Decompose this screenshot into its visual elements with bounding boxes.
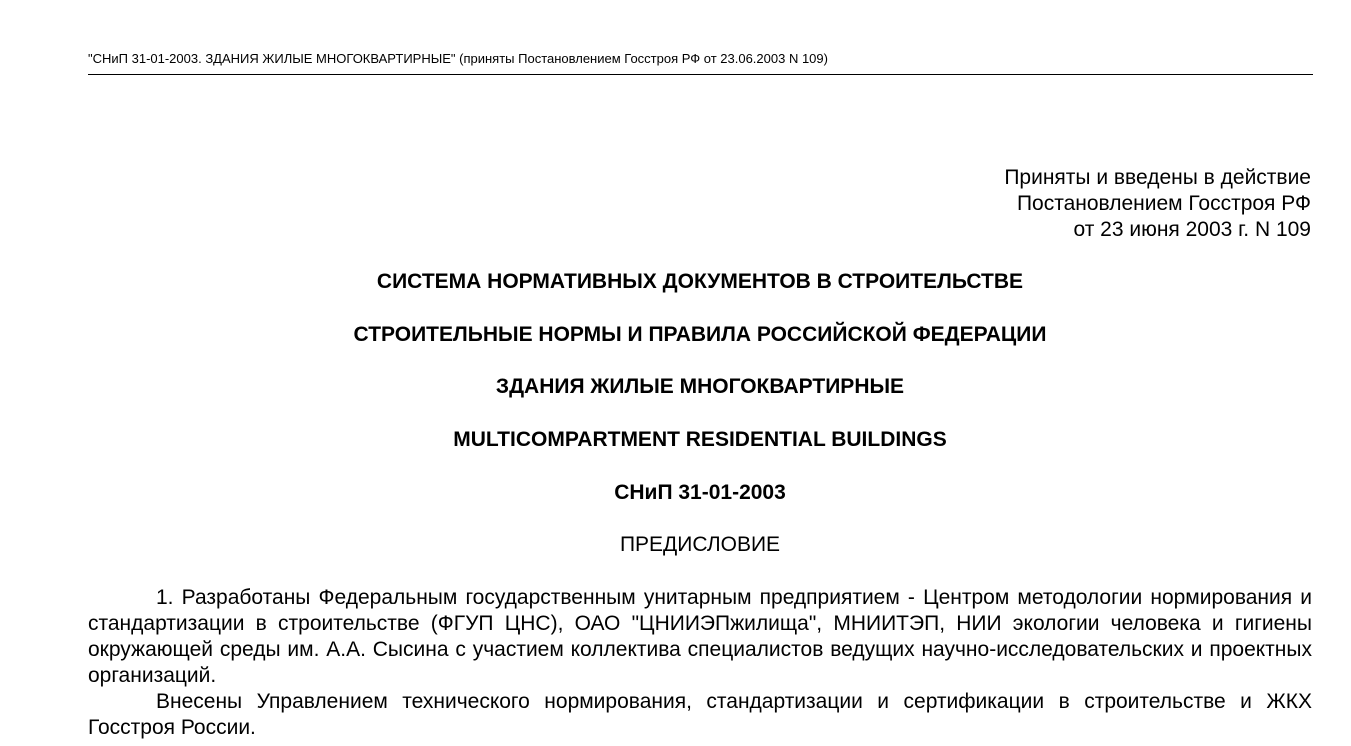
title-rules: СТРОИТЕЛЬНЫЕ НОРМЫ И ПРАВИЛА РОССИЙСКОЙ ФЕДЕРАЦИИ [353,323,1047,346]
title-name-ru: ЗДАНИЯ ЖИЛЫЕ МНОГОКВАРТИРНЫЕ [495,375,905,398]
document-code: СНиП 31-01-2003 [614,481,786,504]
title-name-en: MULTICOMPARTMENT RESIDENTIAL BUILDINGS [453,428,947,451]
running-header: "СНиП 31-01-2003. ЗДАНИЯ ЖИЛЫЕ МНОГОКВАРТИРНЫЕ" (приняты Постановлением Госстроя РФ от 23.06.2003 N 109) [88,51,828,66]
preface-body [88,585,1312,741]
approval-line-2: Постановлением Госстроя РФ [1016,192,1311,215]
section-heading: ПРЕДИСЛОВИЕ [619,533,781,556]
header-rule [88,74,1313,75]
paragraph-2: Внесены Управлением технического нормирования, стандартизации и сертификации в строительстве и ЖКХ Госстроя России. [88,690,1312,739]
approval-block [1004,165,1311,243]
approval-line-3: от 23 июня 2003 г. N 109 [1073,218,1311,241]
approval-line-1: Приняты и введены в действие [1004,166,1311,189]
paragraph-1: 1. Разработаны Федеральным государственным унитарным предприятием - Центром методологии нормирования и стандартизации в строительстве (ФГУП ЦНС), ОАО "ЦНИИЭПжилища", МНИИТЭП, НИИ экологии человека и гигиены окружающей среды им. А.А. Сысина с участием коллектива специалистов ведущих научно-исследовательских и проектных организаций. [88,586,1312,687]
title-system: СИСТЕМА НОРМАТИВНЫХ ДОКУМЕНТОВ В СТРОИТЕЛЬСТВЕ [376,270,1024,293]
